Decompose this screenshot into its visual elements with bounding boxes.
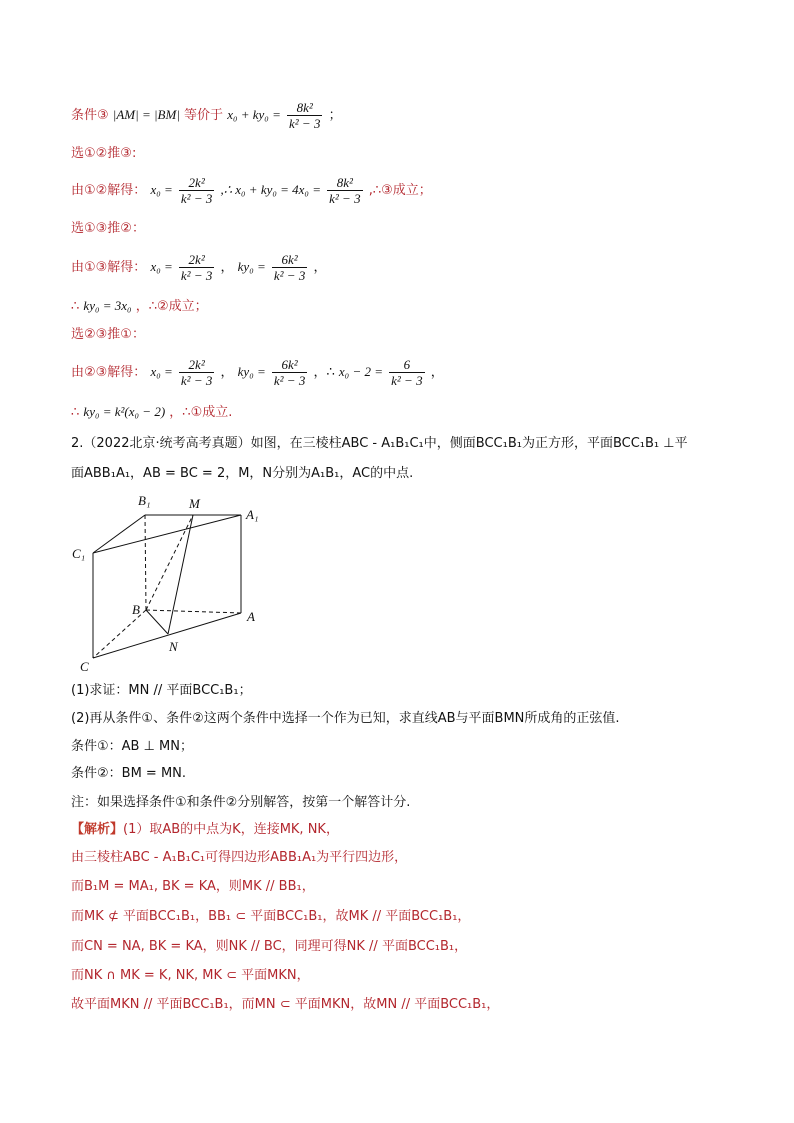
problem-2-statement-line-2: 面ABB₁A₁，AB = BC = 2，M，N分别为A₁B₁，AC的中点.	[71, 466, 414, 481]
text-segment: ,∴③成立；	[368, 183, 432, 198]
solution-line-1	[71, 819, 339, 841]
text-segment: (1）取AB的中点为K，连接MK, NK，	[123, 822, 339, 837]
text-segment: ，∴①成立.	[169, 405, 233, 420]
math-expr: x₀ =	[150, 259, 173, 274]
edge-c1-b1	[93, 515, 145, 553]
solution-line-7: 故平面MKN // 平面BCC₁B₁，而MN ⊂ 平面MKN，故MN // 平面BCC₁B₁，	[71, 997, 500, 1012]
text-segment: 条件③	[71, 108, 109, 123]
text-segment: ，	[220, 365, 234, 380]
solution-line-4: 而MK ⊄ 平面BCC₁B₁，BB₁ ⊂ 平面BCC₁B₁，故MK // 平面BCC₁B₁，	[71, 909, 471, 924]
math-expr: x₀ + ky₀ =	[227, 107, 281, 122]
numerator: 2k²	[179, 357, 214, 373]
label-c1: C₁	[72, 546, 86, 561]
label-a: A	[247, 609, 255, 624]
denominator: k² − 3	[289, 116, 321, 131]
denominator: k² − 3	[273, 268, 306, 283]
math-expr: ky₀ = 3x₀	[83, 298, 132, 313]
denominator: k² − 3	[329, 191, 361, 206]
numerator: 6k²	[272, 357, 307, 373]
math-expr: ky₀ =	[237, 259, 266, 274]
case-23-conclusion	[71, 401, 232, 424]
text-segment: ∴	[71, 405, 80, 420]
numerator: 8k²	[327, 175, 362, 191]
math-expr: ky₀ = k²(x₀ − 2)	[83, 404, 166, 419]
fraction	[272, 357, 307, 388]
text-segment: ，	[220, 260, 234, 275]
edge-b-a	[146, 610, 241, 613]
numerator: 8k²	[287, 100, 322, 116]
denominator: k² − 3	[273, 373, 306, 388]
text-segment: ∴	[71, 299, 80, 314]
solution-line-2: 由三棱柱ABC - A₁B₁C₁可得四边形ABB₁A₁为平行四边形，	[71, 850, 408, 865]
math-expr: |AM| = |BM|	[112, 107, 180, 122]
fraction	[179, 175, 214, 206]
math-expr: x₀ =	[150, 182, 173, 197]
edge-b-b1	[145, 515, 146, 610]
numerator: 6	[389, 357, 424, 373]
analysis-tag: 【解析】	[71, 822, 124, 837]
fraction	[389, 357, 424, 388]
denominator: k² − 3	[391, 373, 423, 388]
case-23-heading: 选②③推①：	[71, 327, 145, 342]
case-13-heading: 选①③推②：	[71, 221, 145, 236]
text-segment: 等价于	[184, 108, 224, 123]
question-2: (2)再从条件①、条件②这两个条件中选择一个作为已知，求直线AB与平面BMN所成角的正弦值.	[71, 711, 620, 726]
math-expr: x₀ =	[150, 364, 173, 379]
problem-2-statement-line-1: 2.（2022北京·统考高考真题）如图，在三棱柱ABC - A₁B₁C₁中，侧面BCC₁B₁为正方形，平面BCC₁B₁ ⊥平	[71, 436, 688, 451]
math-expr: ky₀ =	[237, 364, 266, 379]
denominator: k² − 3	[180, 268, 213, 283]
edge-c-a	[93, 613, 241, 658]
text-segment: ，	[313, 260, 327, 275]
label-n: N	[169, 639, 178, 654]
label-b: B	[132, 602, 140, 617]
solution-line-3: 而B₁M = MA₁, BK = KA，则MK // BB₁，	[71, 879, 315, 894]
text-segment: ，	[430, 365, 444, 380]
edge-b-c	[93, 610, 146, 658]
numerator: 2k²	[179, 252, 214, 268]
condition-1: 条件①：AB ⊥ MN；	[71, 739, 193, 754]
edge-c1-a1	[93, 515, 241, 553]
text-segment: 由②③解得：	[71, 365, 147, 380]
denominator: k² − 3	[180, 191, 213, 206]
prism-figure	[68, 488, 268, 678]
text-segment: ；	[328, 108, 342, 123]
note: 注：如果选择条件①和条件②分别解答，按第一个解答计分.	[71, 795, 411, 810]
fraction	[272, 252, 307, 283]
denominator: k² − 3	[180, 373, 213, 388]
numerator: 2k²	[179, 175, 214, 191]
label-c: C	[80, 659, 89, 674]
text-segment: 由①③解得：	[71, 260, 147, 275]
fraction	[179, 252, 214, 283]
question-1: (1)求证：MN // 平面BCC₁B₁；	[71, 683, 252, 698]
label-a1: A₁	[246, 507, 259, 522]
label-m: M	[189, 496, 200, 511]
case-13-conclusion	[71, 295, 208, 318]
condition-3-line	[71, 100, 342, 131]
case-12-heading: 选①②推③:	[71, 146, 137, 161]
math-expr: x₀ − 2 =	[338, 364, 383, 379]
edge-b-n	[146, 610, 168, 634]
fraction	[287, 100, 322, 131]
case-13-solve-line	[71, 252, 327, 283]
numerator: 6k²	[272, 252, 307, 268]
text-segment: 由①②解得：	[71, 183, 147, 198]
condition-2: 条件②：BM = MN.	[71, 766, 187, 781]
case-23-solve-line	[71, 357, 444, 388]
fraction	[179, 357, 214, 388]
text-segment: ，∴	[313, 365, 335, 380]
text-segment: ，∴②成立；	[135, 299, 208, 314]
fraction	[327, 175, 362, 206]
solution-line-5: 而CN = NA, BK = KA，则NK // BC，同理可得NK // 平面BCC₁B₁，	[71, 939, 468, 954]
case-12-solve-line	[71, 175, 432, 206]
math-expr: ,∴ x₀ + ky₀ = 4x₀ =	[220, 182, 321, 197]
label-b1: B₁	[138, 493, 151, 508]
solution-line-6: 而NK ∩ MK = K, NK, MK ⊂ 平面MKN，	[71, 968, 310, 983]
